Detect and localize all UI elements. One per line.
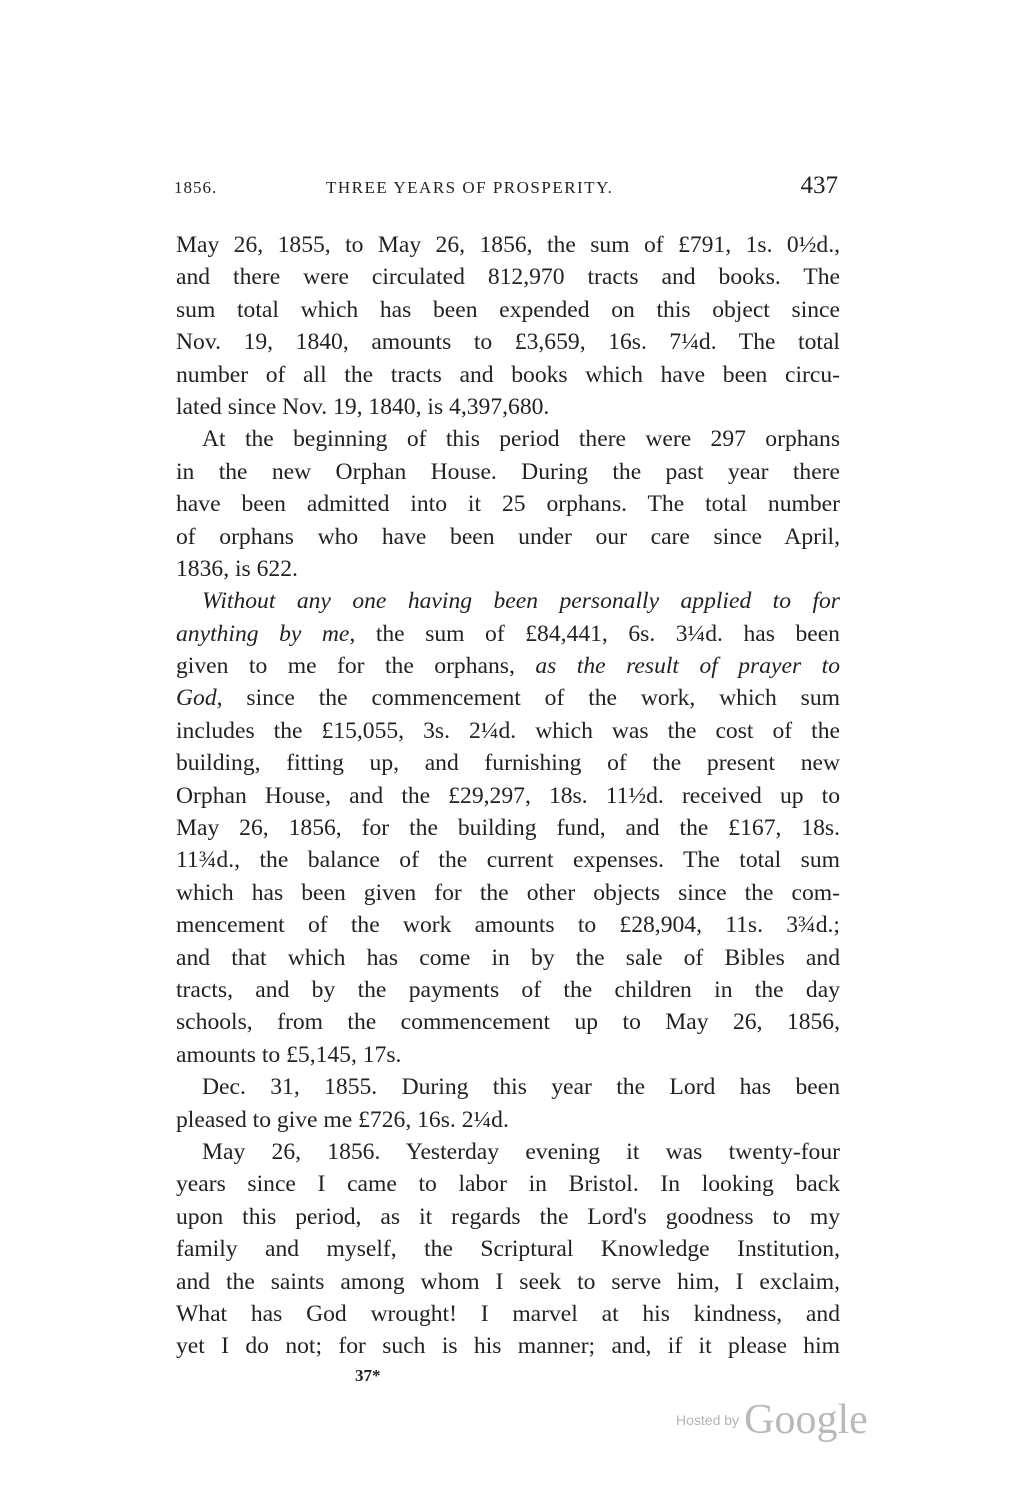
italic-phrase: God	[176, 685, 217, 712]
text-line: Nov. 19, 1840, amounts to £3,659, 16s. 7¼d. The total	[176, 329, 840, 356]
text-line: yet I do not; for such is his manner; and, if it please him	[176, 1333, 840, 1360]
text-line: schools, from the commencement up to May 26, 1856,	[176, 1009, 840, 1036]
text-line: and that which has come in by the sale of Bibles and	[176, 944, 840, 971]
text-line: years since I came to labor in Bristol. In looking back	[176, 1171, 840, 1198]
text-line: building, fitting up, and furnishing of the present new	[176, 750, 840, 777]
text-line: amounts to £5,145, 17s.	[176, 1041, 402, 1068]
italic-phrase: as the result of prayer to	[535, 653, 840, 680]
text-line: tracts, and by the payments of the children in the day	[176, 976, 840, 1003]
text-line: May 26, 1856. Yesterday evening it was twenty-four	[202, 1138, 840, 1165]
text-line: God, since the commencement of the work, which sum	[176, 685, 840, 712]
text-line: Dec. 31, 1855. During this year the Lord has been	[202, 1074, 840, 1101]
text-line: family and myself, the Scriptural Knowledge Institution,	[176, 1236, 840, 1263]
text-line: sum total which has been expended on this object since	[176, 296, 840, 323]
google-logo: Google	[744, 1397, 868, 1443]
text-line: Without any one having been personally applied to for	[202, 588, 840, 615]
page-number: 437	[800, 172, 838, 199]
text-line: have been admitted into it 25 orphans. The total number	[176, 491, 840, 518]
running-head-title: THREE YEARS OF PROSPERITY.	[326, 178, 614, 197]
body-text	[176, 229, 840, 1363]
text-line: 11¾d., the balance of the current expenses. The total sum	[176, 847, 840, 874]
text-line: 1836, is 622.	[176, 555, 298, 582]
text-line: of orphans who have been under our care since April,	[176, 523, 840, 550]
running-head-year: 1856.	[174, 178, 218, 197]
text-line: includes the £15,055, 3s. 2¼d. which was the cost of the	[176, 717, 840, 744]
text-line: and the saints among whom I seek to serve him, I exclaim,	[176, 1268, 840, 1295]
text-line: May 26, 1855, to May 26, 1856, the sum of £791, 1s. 0½d.,	[176, 232, 840, 258]
text-line: given to me for the orphans, as the result of prayer to	[176, 653, 840, 680]
text-line: upon this period, as it regards the Lord's goodness to my	[176, 1203, 840, 1230]
google-watermark	[676, 1396, 868, 1444]
text-line: What has God wrought! I marvel at his kindness, and	[176, 1300, 840, 1327]
text-line: lated since Nov. 19, 1840, is 4,397,680.	[176, 393, 550, 420]
signature-mark: 37*	[355, 1366, 381, 1385]
text-line: anything by me, the sum of £84,441, 6s. 3¼d. has been	[176, 620, 840, 647]
text-line: mencement of the work amounts to £28,904, 11s. 3¾d.;	[176, 912, 840, 939]
text-line: which has been given for the other objects since the com-	[176, 879, 840, 906]
text-line: number of all the tracts and books which have been circu-	[176, 361, 840, 388]
text-line: in the new Orphan House. During the past year there	[176, 458, 840, 485]
running-head	[174, 172, 838, 202]
italic-phrase: anything by me	[176, 620, 350, 647]
watermark-prefix: Hosted by	[676, 1412, 740, 1428]
text-line: At the beginning of this period there were 297 orphans	[202, 426, 840, 453]
text-line: May 26, 1856, for the building fund, and the £167, 18s.	[176, 815, 840, 842]
text-line: pleased to give me £726, 16s. 2¼d.	[176, 1106, 509, 1133]
text-line: Orphan House, and the £29,297, 18s. 11½d. received up to	[176, 782, 840, 809]
text-line: and there were circulated 812,970 tracts and books. The	[176, 264, 840, 291]
